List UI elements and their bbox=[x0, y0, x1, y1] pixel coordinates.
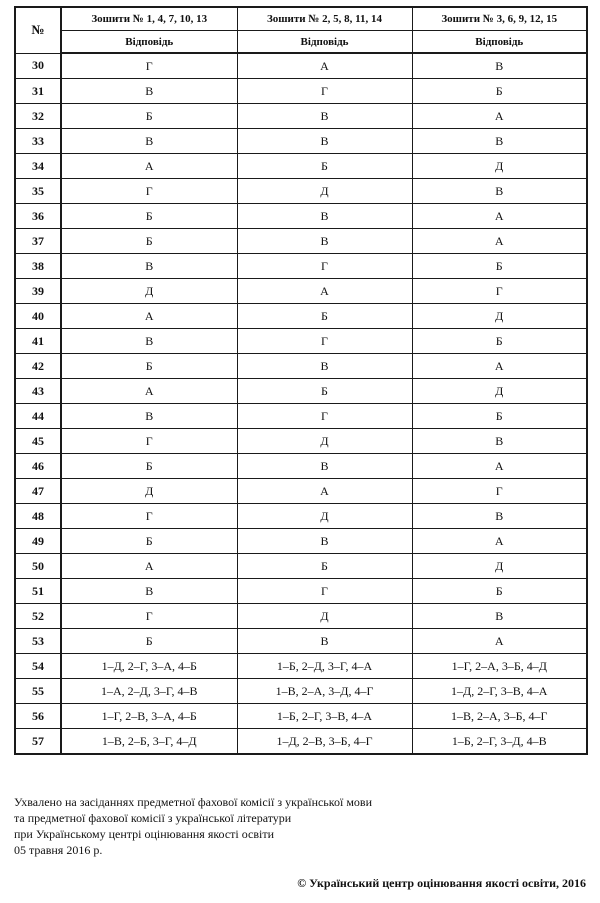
question-number: 32 bbox=[15, 104, 61, 129]
notebook-group-1-header: Зошити № 1, 4, 7, 10, 13 bbox=[61, 7, 237, 31]
answer-cell: Б bbox=[412, 79, 587, 104]
answer-cell: Г bbox=[237, 404, 412, 429]
question-number: 34 bbox=[15, 154, 61, 179]
answer-cell: В bbox=[237, 129, 412, 154]
answer-cell: Г bbox=[237, 79, 412, 104]
answer-cell: Д bbox=[412, 304, 587, 329]
table-row bbox=[15, 704, 587, 729]
table-row bbox=[15, 304, 587, 329]
answer-cell: А bbox=[61, 154, 237, 179]
table-row bbox=[15, 429, 587, 454]
answer-cell: А bbox=[412, 529, 587, 554]
answer-cell: 1–Д, 2–Г, 3–В, 4–А bbox=[412, 679, 587, 704]
answer-cell: Б bbox=[412, 329, 587, 354]
answer-cell: 1–В, 2–Б, 3–Г, 4–Д bbox=[61, 729, 237, 755]
question-number-header: № bbox=[15, 7, 61, 53]
question-number: 49 bbox=[15, 529, 61, 554]
answer-cell: Д bbox=[237, 179, 412, 204]
answer-cell: Д bbox=[412, 154, 587, 179]
question-number: 57 bbox=[15, 729, 61, 755]
approval-note bbox=[14, 794, 586, 858]
table-row bbox=[15, 354, 587, 379]
table-row bbox=[15, 729, 587, 755]
table-row bbox=[15, 604, 587, 629]
answer-cell: Б bbox=[237, 304, 412, 329]
answer-cell: Б bbox=[61, 354, 237, 379]
table-row bbox=[15, 504, 587, 529]
answer-cell: А bbox=[412, 104, 587, 129]
approval-date: 05 травня 2016 р. bbox=[14, 843, 103, 857]
answer-cell: В bbox=[237, 354, 412, 379]
answer-header: Відповідь bbox=[61, 31, 237, 54]
answer-cell: А bbox=[412, 454, 587, 479]
answer-cell: Д bbox=[412, 554, 587, 579]
answer-cell: Г bbox=[237, 579, 412, 604]
answer-cell: Б bbox=[61, 204, 237, 229]
answer-cell: 1–Б, 2–Д, 3–Г, 4–А bbox=[237, 654, 412, 679]
answer-cell: Г bbox=[412, 479, 587, 504]
table-row bbox=[15, 554, 587, 579]
question-number: 45 bbox=[15, 429, 61, 454]
answer-cell: 1–Г, 2–А, 3–Б, 4–Д bbox=[412, 654, 587, 679]
answer-cell: В bbox=[412, 429, 587, 454]
question-number: 44 bbox=[15, 404, 61, 429]
table-row bbox=[15, 79, 587, 104]
notebook-group-2-header: Зошити № 2, 5, 8, 11, 14 bbox=[237, 7, 412, 31]
answer-cell: А bbox=[61, 554, 237, 579]
question-number: 43 bbox=[15, 379, 61, 404]
question-number: 55 bbox=[15, 679, 61, 704]
table-row bbox=[15, 53, 587, 79]
answer-cell: В bbox=[237, 629, 412, 654]
question-number: 46 bbox=[15, 454, 61, 479]
answer-cell: Д bbox=[61, 479, 237, 504]
answer-cell: Г bbox=[237, 254, 412, 279]
table-row bbox=[15, 254, 587, 279]
question-number: 33 bbox=[15, 129, 61, 154]
answer-cell: А bbox=[412, 229, 587, 254]
answer-header: Відповідь bbox=[412, 31, 587, 54]
table-row bbox=[15, 379, 587, 404]
answer-cell: Б bbox=[412, 404, 587, 429]
question-number: 30 bbox=[15, 53, 61, 79]
answer-cell: Б bbox=[61, 629, 237, 654]
answer-cell: В bbox=[61, 129, 237, 154]
question-number: 53 bbox=[15, 629, 61, 654]
answer-cell: 1–В, 2–А, 3–Б, 4–Г bbox=[412, 704, 587, 729]
question-number: 35 bbox=[15, 179, 61, 204]
approval-note-line: при Українському центрі оцінювання якості освіти bbox=[14, 827, 275, 841]
answer-cell: В bbox=[412, 504, 587, 529]
answer-cell: А bbox=[237, 53, 412, 79]
answer-cell: Б bbox=[412, 579, 587, 604]
copyright-notice: © Український центр оцінювання якості освіти, 2016 bbox=[297, 876, 586, 890]
answer-cell: А bbox=[412, 629, 587, 654]
question-number: 48 bbox=[15, 504, 61, 529]
question-number: 40 bbox=[15, 304, 61, 329]
answer-cell: А bbox=[237, 479, 412, 504]
answer-cell: В bbox=[237, 229, 412, 254]
table-row bbox=[15, 154, 587, 179]
answer-cell: Б bbox=[237, 154, 412, 179]
table-row bbox=[15, 129, 587, 154]
answer-cell: В bbox=[61, 329, 237, 354]
table-row bbox=[15, 229, 587, 254]
answer-cell: Г bbox=[61, 53, 237, 79]
approval-note-line: та предметної фахової комісії з української літератури bbox=[14, 811, 292, 825]
question-number: 37 bbox=[15, 229, 61, 254]
table-row bbox=[15, 629, 587, 654]
answer-cell: А bbox=[412, 354, 587, 379]
approval-note-line: Ухвалено на засіданнях предметної фахової комісії з української мови bbox=[14, 795, 373, 809]
question-number: 51 bbox=[15, 579, 61, 604]
table-row bbox=[15, 104, 587, 129]
answer-cell: Г bbox=[412, 279, 587, 304]
answer-cell: Б bbox=[61, 229, 237, 254]
answer-cell: Г bbox=[61, 604, 237, 629]
answer-cell: 1–Б, 2–Г, 3–В, 4–А bbox=[237, 704, 412, 729]
answer-cell: А bbox=[61, 379, 237, 404]
question-number: 50 bbox=[15, 554, 61, 579]
question-number: 41 bbox=[15, 329, 61, 354]
answer-cell: Д bbox=[237, 429, 412, 454]
question-number: 42 bbox=[15, 354, 61, 379]
question-number: 38 bbox=[15, 254, 61, 279]
answer-cell: В bbox=[61, 79, 237, 104]
question-number: 39 bbox=[15, 279, 61, 304]
answer-cell: В bbox=[237, 529, 412, 554]
question-number: 56 bbox=[15, 704, 61, 729]
answer-cell: Б bbox=[412, 254, 587, 279]
question-number: 36 bbox=[15, 204, 61, 229]
table-row bbox=[15, 529, 587, 554]
answer-cell: Г bbox=[61, 429, 237, 454]
answer-cell: 1–В, 2–А, 3–Д, 4–Г bbox=[237, 679, 412, 704]
answer-cell: В bbox=[61, 254, 237, 279]
table-row bbox=[15, 479, 587, 504]
answer-cell: Г bbox=[61, 179, 237, 204]
table-row bbox=[15, 179, 587, 204]
answer-header: Відповідь bbox=[237, 31, 412, 54]
answer-cell: Б bbox=[61, 529, 237, 554]
answer-cell: Б bbox=[61, 104, 237, 129]
answer-cell: А bbox=[412, 204, 587, 229]
answer-cell: 1–Д, 2–Г, 3–А, 4–Б bbox=[61, 654, 237, 679]
answer-cell: Б bbox=[237, 554, 412, 579]
answer-key-table bbox=[14, 6, 588, 755]
answer-cell: Г bbox=[61, 504, 237, 529]
table-row bbox=[15, 679, 587, 704]
question-number: 31 bbox=[15, 79, 61, 104]
answer-cell: В bbox=[412, 53, 587, 79]
question-number: 52 bbox=[15, 604, 61, 629]
table-row bbox=[15, 329, 587, 354]
table-row bbox=[15, 404, 587, 429]
question-number: 47 bbox=[15, 479, 61, 504]
table-row bbox=[15, 454, 587, 479]
answer-cell: А bbox=[237, 279, 412, 304]
answer-cell: В bbox=[61, 579, 237, 604]
answer-rows bbox=[15, 53, 587, 754]
answer-cell: В bbox=[412, 179, 587, 204]
answer-cell: 1–Д, 2–В, 3–Б, 4–Г bbox=[237, 729, 412, 755]
answer-cell: Д bbox=[237, 604, 412, 629]
answer-cell: 1–А, 2–Д, 3–Г, 4–В bbox=[61, 679, 237, 704]
answer-cell: Д bbox=[237, 504, 412, 529]
answer-cell: 1–Г, 2–В, 3–А, 4–Б bbox=[61, 704, 237, 729]
table-row bbox=[15, 579, 587, 604]
answer-cell: В bbox=[237, 454, 412, 479]
answer-cell: В bbox=[61, 404, 237, 429]
answer-cell: Б bbox=[61, 454, 237, 479]
notebook-group-3-header: Зошити № 3, 6, 9, 12, 15 bbox=[412, 7, 587, 31]
answer-cell: В bbox=[237, 204, 412, 229]
answer-cell: Д bbox=[61, 279, 237, 304]
answer-cell: Г bbox=[237, 329, 412, 354]
answer-cell: В bbox=[237, 104, 412, 129]
answer-cell: В bbox=[412, 604, 587, 629]
answer-cell: В bbox=[412, 129, 587, 154]
answer-cell: Б bbox=[237, 379, 412, 404]
table-row bbox=[15, 279, 587, 304]
table-row bbox=[15, 204, 587, 229]
question-number: 54 bbox=[15, 654, 61, 679]
answer-cell: Д bbox=[412, 379, 587, 404]
answer-cell: 1–Б, 2–Г, 3–Д, 4–В bbox=[412, 729, 587, 755]
answer-cell: А bbox=[61, 304, 237, 329]
table-row bbox=[15, 654, 587, 679]
